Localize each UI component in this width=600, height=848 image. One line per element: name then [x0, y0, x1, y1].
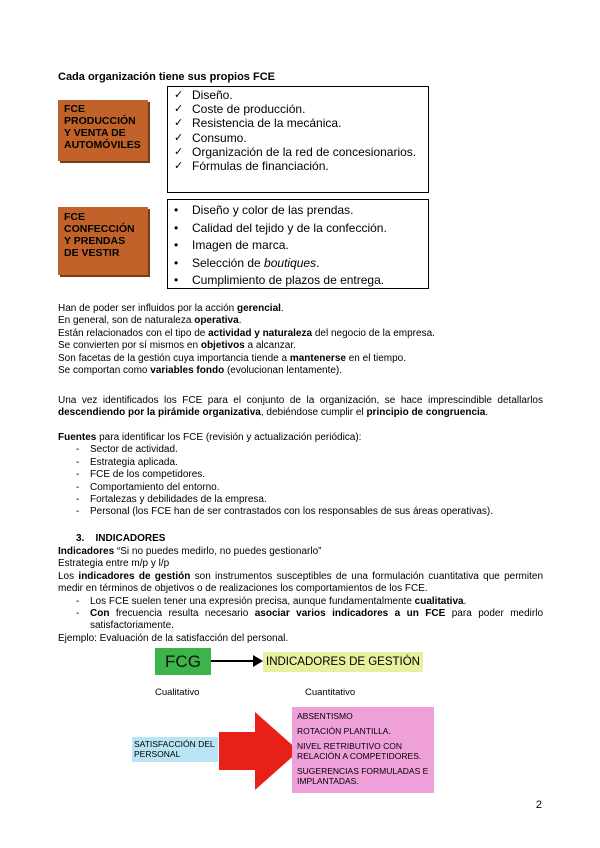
fce-vestir-item: • Imagen de marca. [174, 238, 289, 253]
fce-auto-item: ✓ Resistencia de la mecánica. [174, 116, 342, 131]
fce-auto-item: ✓ Fórmulas de financiación. [174, 159, 329, 174]
bullet-icon: • [174, 238, 179, 253]
source-item: - Fortalezas y debilidades de la empresa. [76, 494, 267, 506]
bullet-icon: • [174, 255, 179, 270]
section-3-heading: 3. INDICADORES [76, 533, 166, 544]
fcg-box: FCG [155, 648, 211, 675]
fce-auto-item: ✓ Coste de producción. [174, 102, 306, 117]
bullet-icon: • [174, 273, 179, 288]
indicators-bullets [58, 596, 543, 633]
check-icon: ✓ [174, 145, 184, 158]
fce-auto-item: ✓ Diseño. [174, 88, 233, 102]
fce-vestir-item: • Selección de boutiques. [174, 255, 320, 270]
identified-paragraph: Una vez identificados los FCE para el conjunto de la organización, se hace imprescindible detallarlos descendiendo por la pirámide organizativa, debiéndose cumplir el principio de congruencia. [58, 395, 543, 419]
source-item: - FCE de los competidores. [76, 469, 206, 481]
indicators-bullet-1: - Los FCE suelen tener una expresión precisa, aunque fundamentalmente cualitativa. [76, 595, 467, 607]
indicators-block [58, 546, 543, 645]
indicators-example: Ejemplo: Evaluación de la satisfacción del personal. [58, 632, 289, 644]
indicator-item: ROTACIÓN PLANTILLA. [297, 726, 391, 736]
source-item: - Comportamiento del entorno. [76, 481, 220, 493]
check-icon: ✓ [174, 103, 184, 116]
fce-vestir-list [167, 199, 429, 289]
indicator-item: NIVEL RETRIBUTIVO CON RELACIÓN A COMPETIDORES. [297, 741, 422, 761]
fce-vestir-label: FCE CONFECCIÓN Y PRENDAS DE VESTIR [58, 207, 148, 275]
fce-vestir-item: • Diseño y color de las prendas. [174, 203, 354, 217]
satisfaccion-box: SATISFACCIÓN DEL PERSONAL [132, 737, 218, 762]
indicadores-box: INDICADORES DE GESTIÓN [263, 652, 423, 672]
source-item: - Sector de actividad. [76, 444, 178, 456]
fce-vestir-item: • Cumplimiento de plazos de entrega. [174, 273, 385, 288]
fce-vestir-item: • Calidad del tejido y de la confección. [174, 220, 387, 235]
indicators-definition: Los indicadores de gestión son instrumentos susceptibles de una formulación cuantitativa que permiten medir en términos de objetivos o de realizaciones los comportamientos de los FCE. [58, 570, 544, 595]
red-arrow-icon [219, 712, 299, 790]
cuantitativo-label: Cuantitativo [305, 687, 356, 698]
arrow-icon [211, 654, 263, 668]
indicator-item: SUGERENCIAS FORMULADAS E IMPLANTADAS. [297, 766, 429, 786]
source-item: - Personal (los FCE han de ser contrastados con los responsables de sus áreas operativas). [76, 506, 493, 518]
fce-auto-item: ✓ Consumo. [174, 130, 247, 145]
bullet-icon: • [174, 220, 179, 235]
fce-trait: En general, son de naturaleza operativa. [58, 315, 242, 327]
check-icon: ✓ [174, 89, 184, 101]
fce-trait: Se comportan como variables fondo (evolucionan lentamente). [58, 365, 343, 377]
page-number: 2 [535, 799, 542, 811]
fce-trait: Han de poder ser influidos por la acción gerencial. [58, 303, 284, 314]
fce-auto-label: FCE PRODUCCIÓN Y VENTA DE AUTOMÓVILES [58, 100, 148, 161]
cualitativo-label: Cualitativo [155, 687, 200, 698]
indicators-pink-box [292, 707, 434, 793]
bullet-icon: • [174, 203, 179, 217]
sources-intro: Fuentes para identificar los FCE (revisión y actualización periódica): [58, 432, 362, 443]
fce-traits [58, 303, 543, 377]
fce-trait: Están relacionados con el tipo de actividad y naturaleza del negocio de la empresa. [58, 327, 435, 339]
indicators-strategy: Estrategia entre m/p y l/p [58, 558, 170, 570]
sources-block [58, 432, 543, 519]
source-item: - Estrategia aplicada. [76, 456, 178, 468]
fce-auto-item: ✓ Organización de la red de concesionarios. [174, 144, 417, 159]
check-icon: ✓ [174, 117, 184, 130]
sources-list [58, 444, 543, 518]
check-icon: ✓ [174, 131, 184, 144]
section-heading: Cada organización tiene sus propios FCE [58, 71, 275, 83]
fce-trait: Se convierten por sí mismos en objetivos a alcanzar. [58, 340, 296, 352]
fce-auto-list [167, 86, 429, 193]
fce-trait: Son facetas de la gestión cuya importancia tiende a mantenerse en el tiempo. [58, 352, 406, 364]
indicator-item: ABSENTISMO [297, 711, 353, 721]
indicators-quote: Indicadores “Si no puedes medirlo, no puedes gestionarlo” [58, 546, 322, 557]
check-icon: ✓ [174, 160, 184, 173]
indicators-bullet-2: - Con frecuencia resulta necesario asociar varios indicadores a un FCE para poder medirlo satisfactoriamente. [76, 608, 544, 632]
